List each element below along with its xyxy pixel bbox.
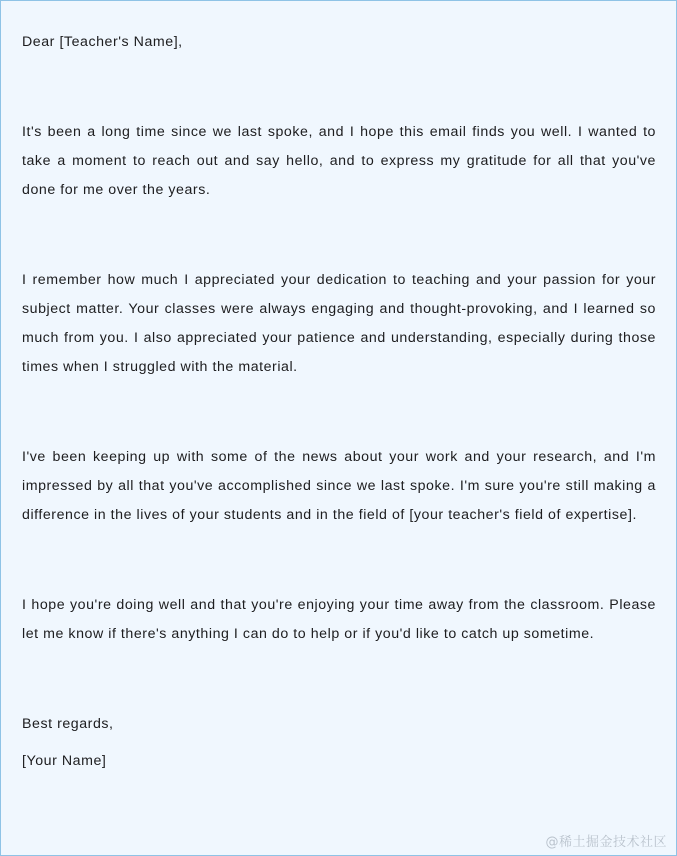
letter-paragraph: I've been keeping up with some of the news about your work and your research, and I'm impressed by all that you've accomplished since we last spoke. I'm sure you're still making a difference in the lives of your students and in the field of [your teacher's field of expertise]. [22,449,656,523]
watermark: @稀土掘金技术社区 [545,835,667,850]
letter-paragraph: I remember how much I appreciated your dedication to teaching and your passion for your subject matter. Your classes were always engaging and thought-provoking, and I learned so much from you. I also appreciated your patience and understanding, especially during those times when I struggled with the material. [22,272,656,375]
letter-paragraph: I hope you're doing well and that you're enjoying your time away from the classroom. Please let me know if there's anything I can do to help or if you'd like to catch up sometime. [22,597,656,642]
letter-paragraph: It's been a long time since we last spoke, and I hope this email finds you well. I wanted to take a moment to reach out and say hello, and to express my gratitude for all that you've done for me over the years. [22,124,656,198]
letter-greeting: Dear [Teacher's Name], [22,34,183,50]
letter-body [22,28,656,776]
letter-signature: [Your Name] [22,753,107,769]
letter-closing: Best regards, [22,716,114,732]
